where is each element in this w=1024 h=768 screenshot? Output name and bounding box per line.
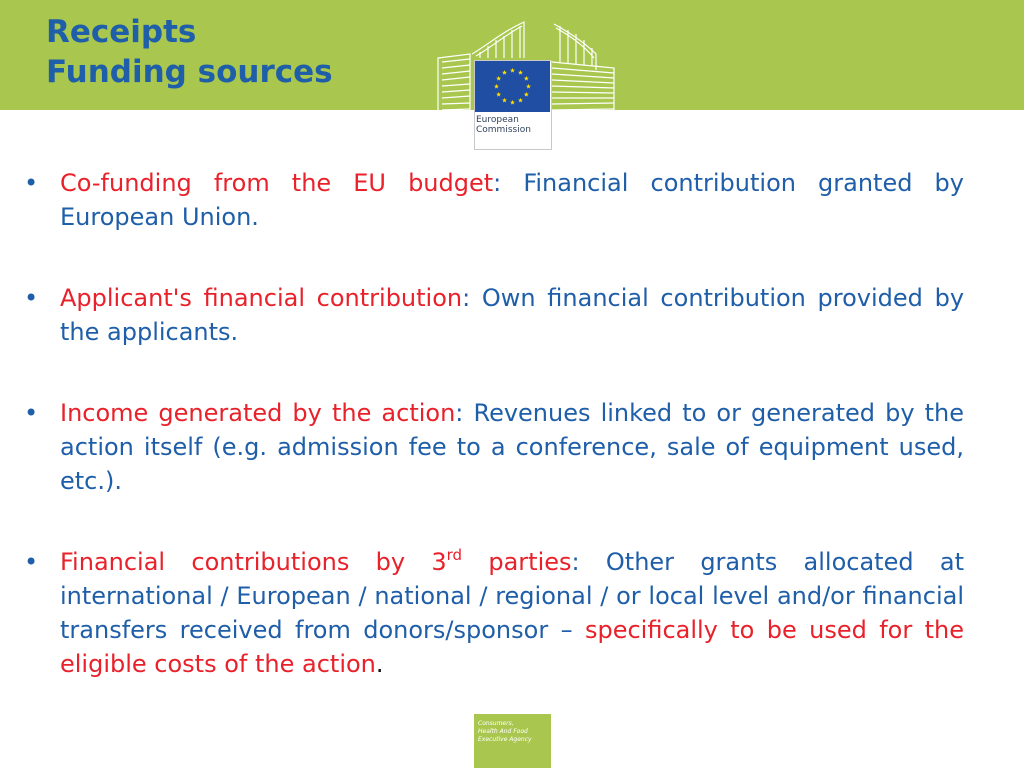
bullet-emphasis: specifically to be used for the eligible costs of the action	[60, 616, 964, 678]
bullet-term	[60, 548, 572, 576]
page-title	[46, 12, 333, 92]
bullet-end-punct: .	[375, 650, 384, 678]
bullet-description: Own financial contribution provided by the applicants.	[60, 284, 965, 346]
logo-text-commission: Commission	[476, 125, 531, 135]
bullet-item-eu-budget	[22, 166, 964, 234]
bullet-item-income-generated	[22, 396, 964, 498]
bullet-term-superscript: rd	[446, 546, 463, 564]
bullet-list	[22, 166, 964, 728]
agency-logo	[474, 714, 551, 768]
bullet-term-after-sup: parties	[462, 548, 572, 576]
agency-line-3: Executive Agency	[478, 736, 532, 743]
bullet-item-applicant-contribution	[22, 281, 964, 349]
eu-flag-icon	[475, 61, 550, 112]
title-line-receipts: Receipts	[46, 14, 197, 50]
bullet-item-third-parties	[22, 545, 964, 681]
bullet-description: Financial contribution granted by European Union.	[60, 169, 964, 231]
bullet-dot: •	[24, 284, 39, 312]
bullet-dot: •	[24, 169, 39, 197]
bullet-separator: :	[493, 169, 524, 197]
agency-line-2: Health And Food	[478, 728, 528, 735]
bullet-term: Co-funding from the EU budget	[60, 169, 494, 197]
bullet-dot: •	[24, 548, 39, 576]
logo-text-european: European	[476, 115, 519, 125]
bullet-separator: :	[462, 284, 482, 312]
agency-line-1: Consumers,	[478, 720, 514, 727]
bullet-separator: :	[571, 548, 606, 576]
agency-text	[478, 720, 548, 744]
bullet-term-before-sup: Financial contributions by 3	[60, 548, 447, 576]
logo-text	[476, 115, 550, 135]
title-line-funding-sources: Funding sources	[46, 54, 333, 90]
bullet-term: Applicant's financial contribution	[60, 284, 463, 312]
bullet-description: Revenues linked to or generated by the action itself (e.g. admission fee to a conference, sale of equipment used, etc.).	[60, 399, 964, 495]
bullet-description: Other grants allocated at international / European / national / regional / or local level and/or financial transfers received from donors/sponsor –	[60, 548, 964, 644]
bullet-separator: :	[455, 399, 474, 427]
bullet-dot: •	[24, 399, 39, 427]
bullet-term: Income generated by the action	[60, 399, 456, 427]
